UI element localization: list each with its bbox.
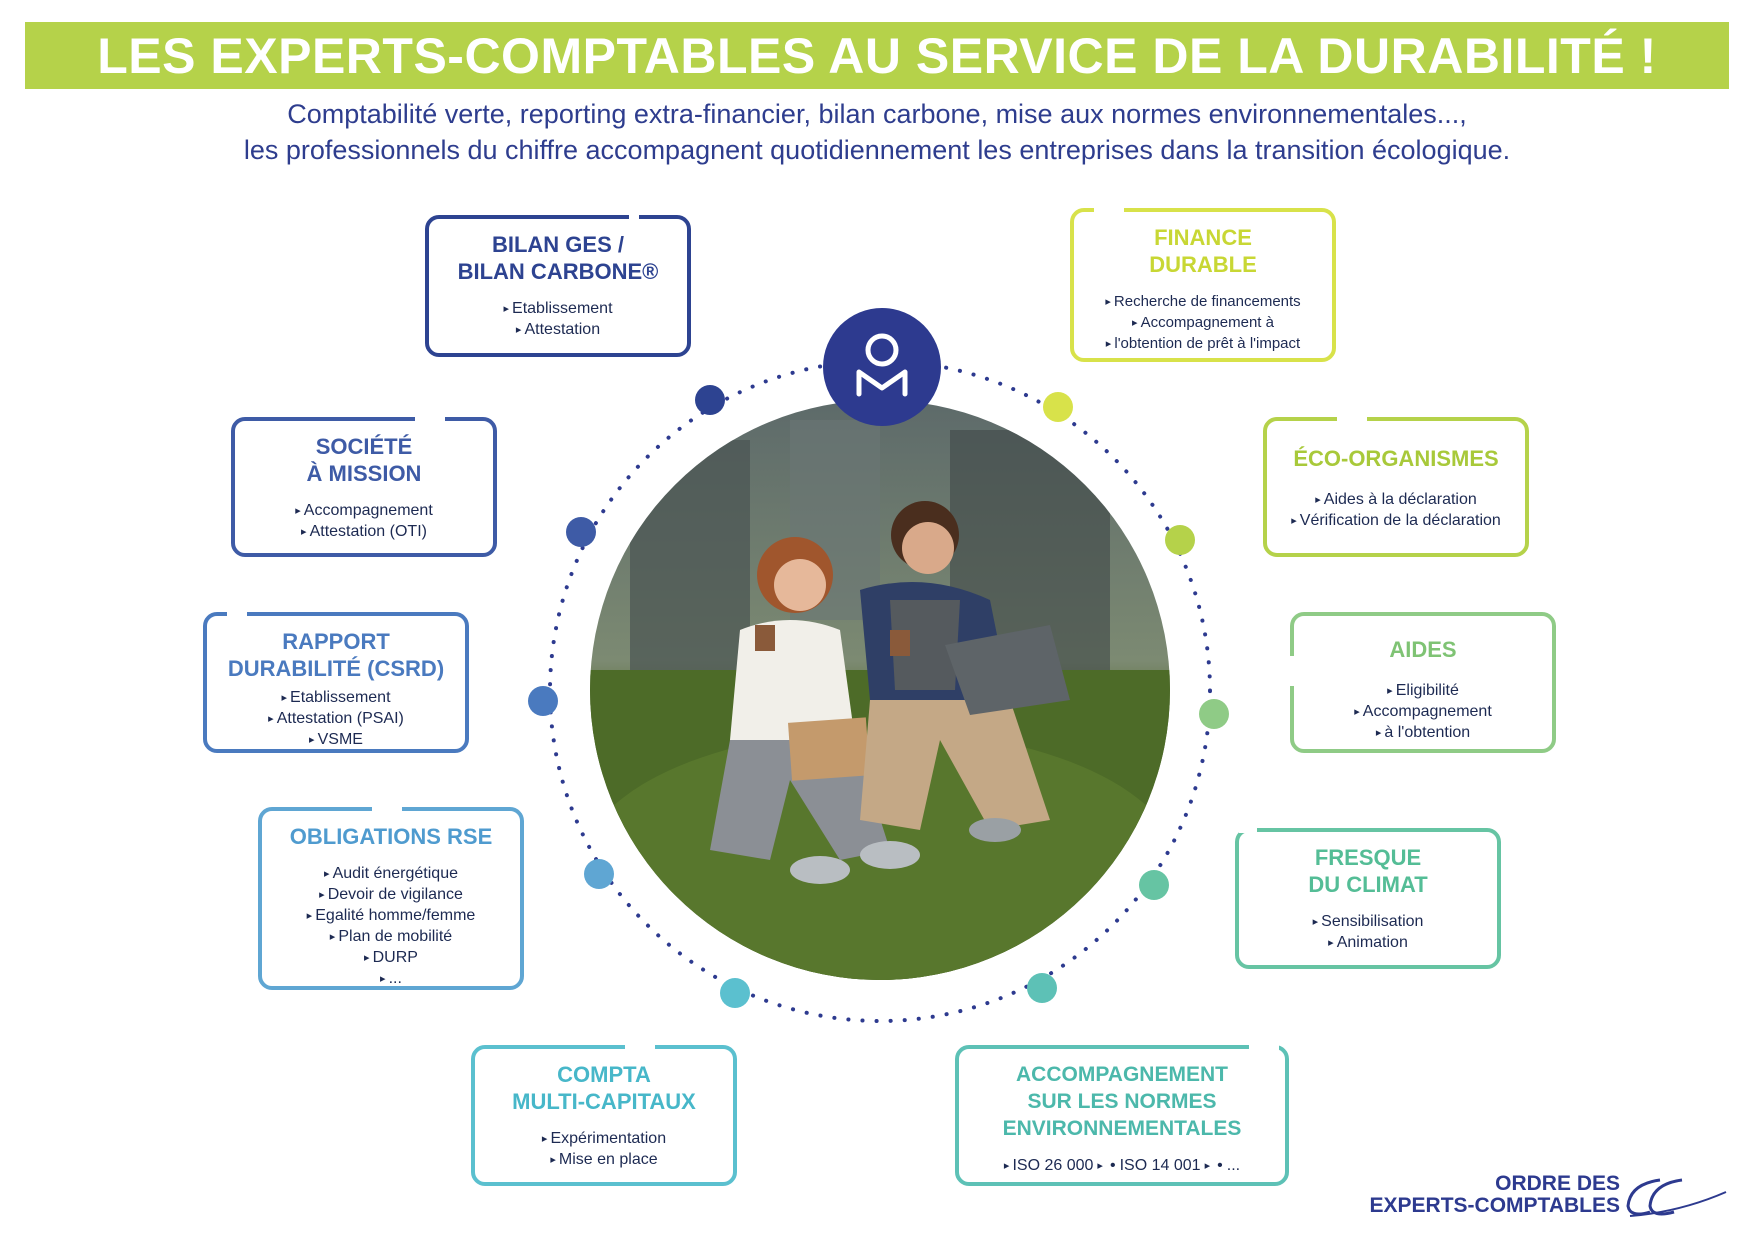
list-item: ▸ l'obtention de prêt à l'impact — [1074, 334, 1332, 355]
list-item: ▸ Sensibilisation — [1239, 912, 1497, 933]
list-item: ▸ à l'obtention — [1294, 723, 1552, 744]
ring-dot — [566, 517, 596, 547]
org-name-line-1: ORDRE DES — [1495, 1172, 1620, 1195]
card-items — [1294, 681, 1552, 744]
list-item: ▸ Etablissement — [207, 688, 465, 709]
card-items — [429, 299, 687, 341]
list-item: ▸ Recherche de financements — [1074, 292, 1332, 313]
list-item: ▸ Audit énergétique — [262, 864, 520, 885]
card-bilan-ges — [425, 215, 691, 357]
people-photo-illustration — [590, 400, 1170, 980]
card-normes-environnementales — [955, 1045, 1289, 1186]
list-item: ▸ Animation — [1239, 933, 1497, 954]
list-item: ▸ Devoir de vigilance — [262, 885, 520, 906]
card-title: ACCOMPAGNEMENT SUR LES NORMES ENVIRONNEMENTALES — [1002, 1063, 1242, 1140]
list-item: ▸ Attestation (PSAI) — [207, 709, 465, 730]
subtitle-line-2: les professionnels du chiffre accompagnent quotidiennement les entreprises dans la transition écologique. — [243, 135, 1511, 165]
card-title: SOCIÉTÉ À MISSION — [306, 434, 422, 486]
list-item: ▸ ... — [262, 969, 520, 990]
list-item: ▸ Accompagnement — [1294, 702, 1552, 723]
list-item: ▸ Egalité homme/femme — [262, 906, 520, 927]
page-title: LES EXPERTS-COMPTABLES AU SERVICE DE LA DURABILITÉ ! — [97, 27, 1657, 84]
card-items — [1267, 490, 1525, 532]
card-compta-multi-capitaux — [471, 1045, 737, 1186]
list-item: ▸ Mise en place — [475, 1150, 733, 1171]
list-item: ▸ • ... — [1205, 1156, 1241, 1177]
list-item: ▸ Expérimentation — [475, 1129, 733, 1150]
list-item: ▸ ISO 26 000 — [1004, 1156, 1094, 1177]
person-logo-icon — [823, 308, 941, 426]
card-fresque-climat — [1235, 828, 1501, 969]
list-item: ▸ Aides à la déclaration — [1267, 490, 1525, 511]
list-item: ▸ Accompagnement à — [1074, 313, 1332, 334]
card-aides — [1290, 612, 1556, 753]
card-obligations-rse — [258, 807, 524, 990]
ring-dot — [1043, 392, 1073, 422]
card-title: FRESQUE DU CLIMAT — [1308, 845, 1428, 897]
list-item: ▸ Plan de mobilité — [262, 927, 520, 948]
ring-dot — [584, 859, 614, 889]
ring-dot — [528, 686, 558, 716]
ring-dot — [1165, 525, 1195, 555]
ring-dot — [1139, 870, 1169, 900]
ring-dot — [695, 385, 725, 415]
card-items — [475, 1129, 733, 1171]
card-eco-organismes — [1263, 417, 1529, 557]
list-item: ▸ Accompagnement — [235, 501, 493, 522]
subtitle-line-1: Comptabilité verte, reporting extra-financier, bilan carbone, mise aux normes environnementales..., — [287, 99, 1467, 129]
card-finance-durable — [1070, 208, 1336, 362]
card-title: RAPPORT DURABILITÉ (CSRD) — [227, 629, 445, 681]
card-items — [207, 688, 465, 751]
oec-swoosh-logo — [1620, 1172, 1730, 1222]
card-title: ÉCO-ORGANISMES — [1293, 446, 1499, 471]
card-items — [262, 864, 520, 990]
list-item: ▸ • ISO 14 001 — [1097, 1156, 1200, 1177]
list-item: ▸ Vérification de la déclaration — [1267, 511, 1525, 532]
card-title: COMPTA MULTI-CAPITAUX — [512, 1062, 696, 1114]
card-societe-mission — [231, 417, 497, 557]
list-item: ▸ Etablissement — [429, 299, 687, 320]
central-photo — [590, 400, 1170, 980]
ring-dot — [1027, 973, 1057, 1003]
card-items — [1239, 912, 1497, 954]
card-title: OBLIGATIONS RSE — [289, 824, 493, 849]
list-item: ▸ DURP — [262, 948, 520, 969]
org-name-line-2: EXPERTS-COMPTABLES — [1369, 1194, 1620, 1217]
ring-dot — [1199, 699, 1229, 729]
person-logo-badge — [823, 308, 941, 426]
list-item: ▸ Eligibilité — [1294, 681, 1552, 702]
card-items — [235, 501, 493, 543]
oec-logo — [1350, 1172, 1730, 1232]
card-rapport-durabilite — [203, 612, 469, 753]
card-items — [1074, 292, 1332, 355]
card-title: FINANCE DURABLE — [1149, 225, 1257, 277]
ring-dot — [720, 978, 750, 1008]
list-item: ▸ VSME — [207, 730, 465, 751]
list-item: ▸ Attestation — [429, 320, 687, 341]
card-title: AIDES — [1389, 637, 1457, 662]
card-title: BILAN GES / BILAN CARBONE® — [457, 232, 659, 284]
card-items — [959, 1156, 1285, 1177]
list-item: ▸ Attestation (OTI) — [235, 522, 493, 543]
